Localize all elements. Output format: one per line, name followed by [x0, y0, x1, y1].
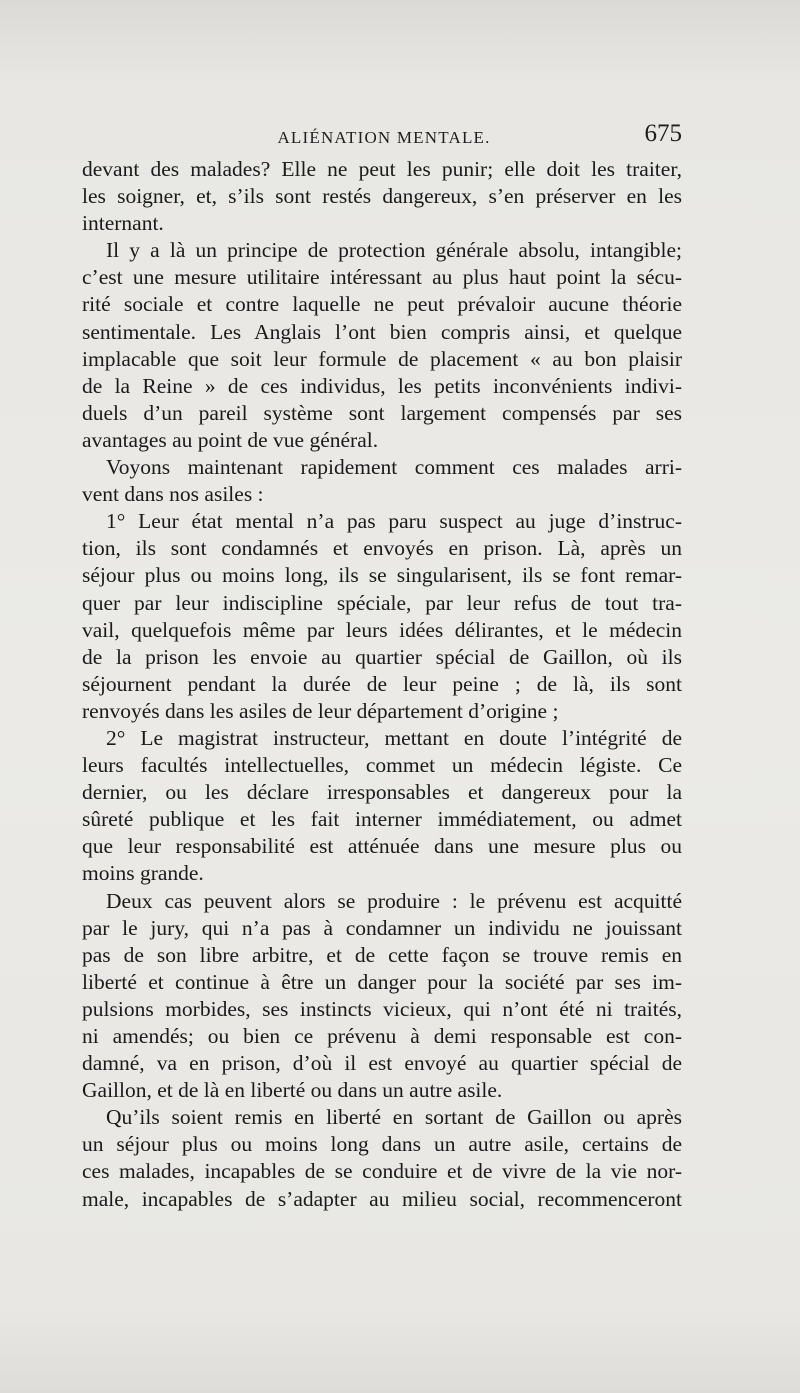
- text-line: pulsions morbides, ses instincts vicieux, qui n’ont été ni traités,: [82, 996, 682, 1021]
- text-line: c’est une mesure utilitaire intéressant au plus haut point la sécu-: [82, 265, 682, 290]
- text-line: Voyons maintenant rapidement comment ces malades arri-: [106, 455, 682, 480]
- text-line: quer par leur indiscipline spéciale, par leur refus de tout tra-: [82, 590, 682, 615]
- text-line: internant.: [82, 211, 164, 236]
- text-line: ni amendés; ou bien ce prévenu à demi responsable est con-: [82, 1024, 682, 1048]
- text-line: Gaillon, et de là en liberté ou dans un autre asile.: [82, 1078, 503, 1103]
- text-line: moins grande.: [82, 861, 204, 886]
- text-line: Il y a là un principe de protection générale absolu, intangible;: [106, 238, 682, 263]
- text-line: avantages au point de vue général.: [82, 427, 379, 452]
- text-line: par le jury, qui n’a pas à condamner un individu ne jouissant: [82, 915, 682, 940]
- running-title: ALIÉNATION MENTALE.: [277, 128, 491, 147]
- text-line: dernier, ou les déclare irresponsables et dangereux pour la: [82, 780, 682, 805]
- text-line: damné, va en prison, d’où il est envoyé au quartier spécial de: [82, 1051, 682, 1076]
- body-text: [82, 156, 682, 1213]
- text-line: de la Reine » de ces individus, les petits inconvénients indivi-: [82, 373, 682, 398]
- page-number: 675: [644, 120, 682, 147]
- text-line: 2° Le magistrat instructeur, mettant en doute l’intégrité de: [106, 725, 682, 750]
- text-line: ces malades, incapables de se conduire et de vivre de la vie nor-: [82, 1159, 682, 1184]
- text-line: pas de son libre arbitre, et de cette façon se trouve remis en: [82, 942, 682, 967]
- text-line: sûreté publique et les fait interner immédiatement, ou admet: [82, 807, 682, 832]
- text-line: séjour plus ou moins long, ils se singularisent, ils se font remar-: [82, 563, 682, 588]
- text-line: leurs facultés intellectuelles, commet un médecin légiste. Ce: [82, 753, 682, 778]
- text-line: implacable que soit leur formule de placement « au bon plaisir: [82, 346, 682, 371]
- text-line: tion, ils sont condamnés et envoyés en prison. Là, après un: [82, 536, 682, 561]
- running-head: [86, 120, 682, 150]
- text-line: duels d’un pareil système sont largement compensés par ses: [82, 400, 682, 425]
- text-line: séjournent pendant la durée de leur peine ; de là, ils sont: [82, 671, 682, 696]
- text-line: les soigner, et, s’ils sont restés dangereux, s’en préserver en les: [82, 184, 682, 209]
- text-line: de la prison les envoie au quartier spécial de Gaillon, où ils: [82, 644, 682, 669]
- text-line: liberté et continue à être un danger pour la société par ses im-: [82, 969, 682, 994]
- text-line: vail, quelquefois même par leurs idées délirantes, et le médecin: [82, 617, 682, 642]
- text-line: sentimentale. Les Anglais l’ont bien compris ainsi, et quelque: [82, 319, 682, 344]
- text-line: 1° Leur état mental n’a pas paru suspect au juge d’instruc-: [106, 509, 682, 534]
- text-line: rité sociale et contre laquelle ne peut prévaloir aucune théorie: [82, 292, 682, 317]
- text-line: que leur responsabilité est atténuée dans une mesure plus ou: [82, 834, 682, 859]
- text-line: devant des malades? Elle ne peut les punir; elle doit les traiter,: [82, 157, 682, 181]
- text-line: vent dans nos asiles :: [82, 482, 264, 507]
- text-line: male, incapables de s’adapter au milieu social, recommenceront: [82, 1186, 682, 1211]
- text-line: Deux cas peuvent alors se produire : le prévenu est acquitté: [106, 888, 682, 913]
- text-line: un séjour plus ou moins long dans un autre asile, certains de: [82, 1132, 682, 1157]
- text-line: renvoyés dans les asiles de leur département d’origine ;: [82, 698, 559, 723]
- text-line: Qu’ils soient remis en liberté en sortant de Gaillon ou après: [106, 1105, 682, 1130]
